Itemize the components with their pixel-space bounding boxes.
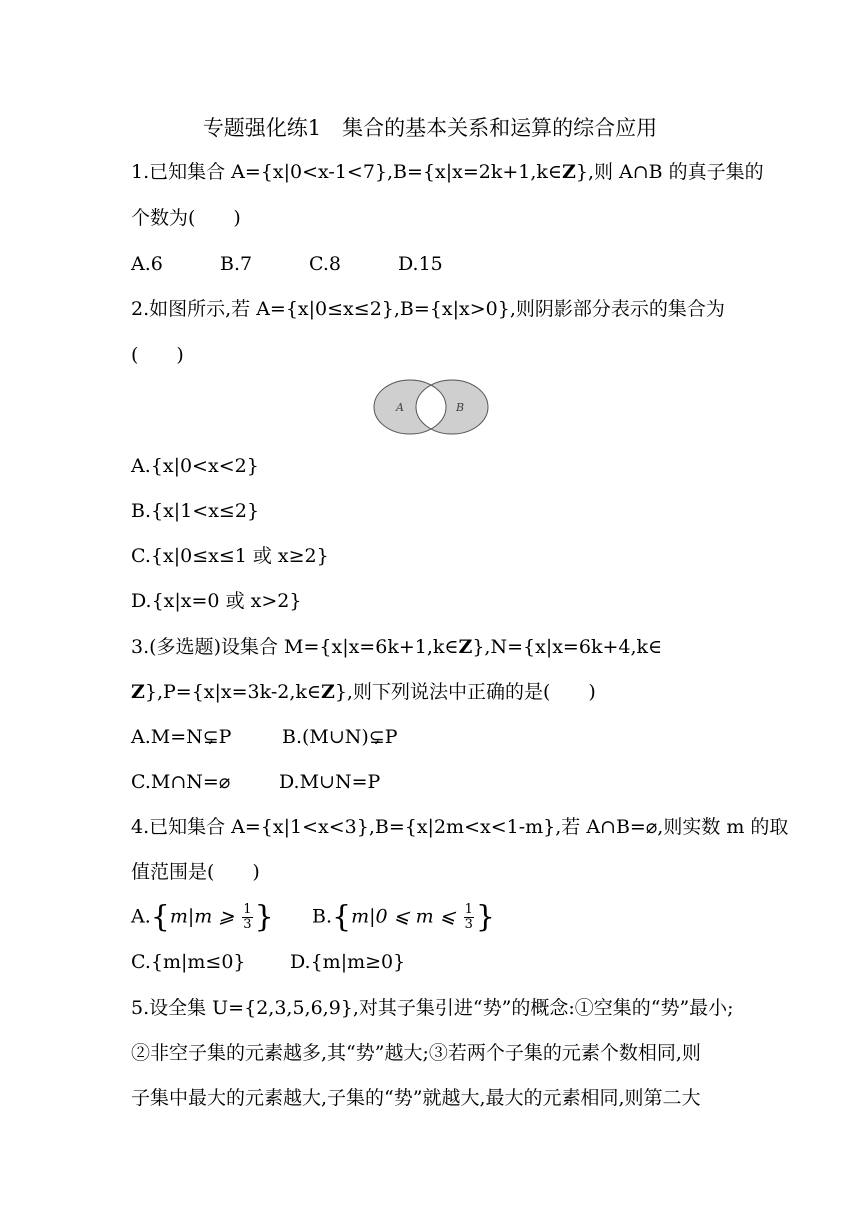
- q2-line1: 2.如图所示,若 A={x|0≤x≤2},B={x|x>0},则阴影部分表示的集合为: [131, 298, 725, 320]
- q4-option-b: B.{m|0 ⩽ m ⩽ $\frac{1}{3}$ }: [312, 899, 496, 935]
- q2-line2: ( ): [131, 344, 184, 366]
- q5-line2: ②非空子集的元素越多,其“势”越大;③若两个子集的元素个数相同,则: [131, 1042, 701, 1064]
- q3-line2: Z},P={x|x=3k-2,k∈Z},则下列说法中正确的是( ): [131, 681, 596, 703]
- fraction-one-third: $\frac{1}{3}$: [243, 902, 252, 932]
- q1-option-d: D.15: [398, 253, 443, 275]
- q2-option-d: D.{x|x=0 或 x>2}: [131, 590, 302, 612]
- q3-line1: 3.(多选题)设集合 M={x|x=6k+1,k∈Z},N={x|x=6k+4,k∈: [131, 636, 663, 658]
- q1-option-b: B.7: [220, 253, 253, 275]
- q4-option-d: D.{m|m≥0}: [290, 951, 406, 973]
- q2-option-a: A.{x|0<x<2}: [131, 455, 259, 477]
- q3-multi-choice-tag: 多选题: [156, 636, 214, 658]
- page-title: 专题强化练1 集合的基本关系和运算的综合应用: [202, 116, 658, 140]
- q3-option-a: A.M=N⊊P: [131, 726, 232, 748]
- venn-label-a: A: [396, 401, 404, 414]
- fraction-one-third: $\frac{1}{3}$: [464, 902, 473, 932]
- venn-diagram: [372, 378, 490, 436]
- q1-option-c: C.8: [309, 253, 341, 275]
- q4-option-c: C.{m|m≤0}: [131, 951, 246, 973]
- q5-line3: 子集中最大的元素越大,子集的“势”就越大,最大的元素相同,则第二大: [131, 1087, 701, 1109]
- venn-label-b: B: [456, 401, 465, 414]
- q5-line1: 5.设全集 U={2,3,5,6,9},对其子集引进“势”的概念:①空集的“势”最小;: [131, 997, 734, 1019]
- q1-line1: 1.已知集合 A={x|0<x-1<7},B={x|x=2k+1,k∈Z},则 A∩B 的真子集的: [131, 161, 764, 183]
- q1-line2: 个数为( ): [131, 207, 241, 229]
- q3-option-d: D.M∪N=P: [279, 771, 381, 793]
- q2-option-b: B.{x|1<x≤2}: [131, 500, 260, 522]
- q4-line1: 4.已知集合 A={x|1<x<3},B={x|2m<x<1-m},若 A∩B=⌀,则实数 m 的取: [131, 816, 789, 838]
- q4-option-a: A.{m|m ⩾ $\frac{1}{3}$ }: [131, 899, 274, 935]
- q4-line2: 值范围是( ): [131, 861, 260, 883]
- q1-option-a: A.6: [131, 253, 163, 275]
- q3-option-c: C.M∩N=⌀: [131, 771, 231, 793]
- q3-option-b: B.(M∪N)⊊P: [282, 726, 398, 748]
- q2-option-c: C.{x|0≤x≤1 或 x≥2}: [131, 545, 329, 567]
